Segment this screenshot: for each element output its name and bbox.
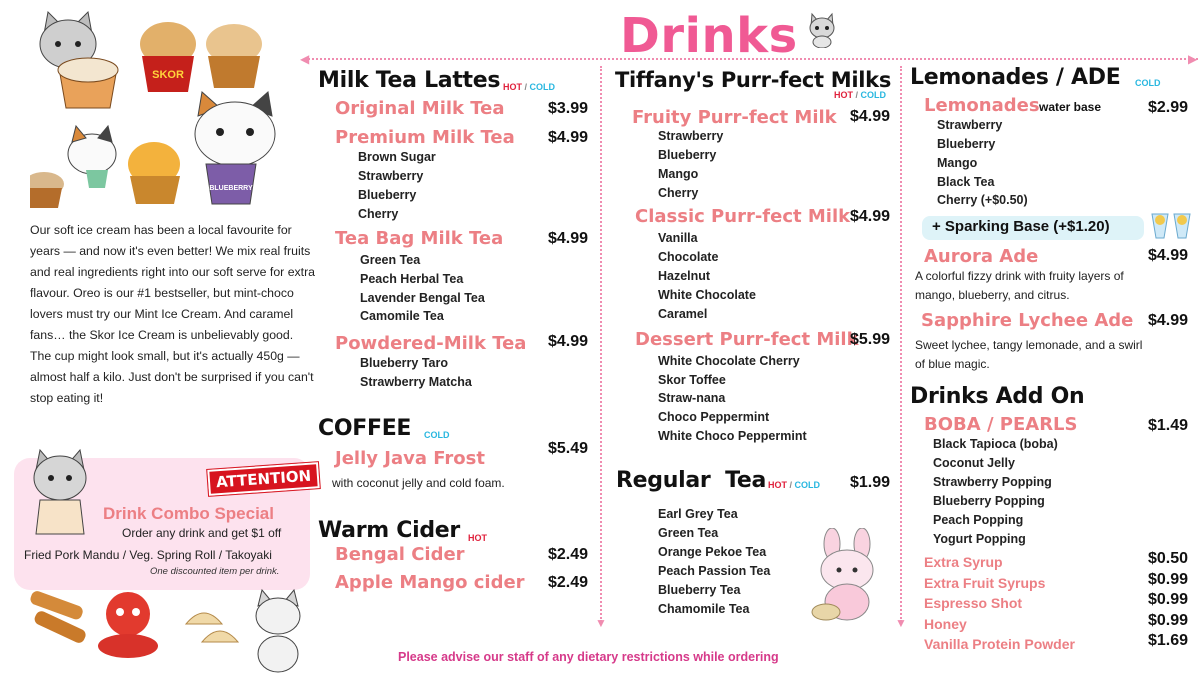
item-bengal-cider: Bengal Cider (335, 544, 465, 565)
combo-offer: Order any drink and get $1 off (122, 526, 282, 540)
section-title-warm-cider: Warm Cider (318, 518, 460, 543)
flavor: Black Tea (937, 175, 995, 189)
price-premium-milk-tea: $4.99 (547, 129, 588, 146)
flavor: White Choco Peppermint (658, 429, 807, 443)
flavor: Green Tea (360, 253, 421, 267)
item-tea-bag-milk-tea: Tea Bag Milk Tea (335, 228, 504, 249)
price-jelly-java-frost: $5.49 (547, 440, 588, 457)
price-powdered-milk-tea: $4.99 (547, 333, 588, 350)
flavor: Peach Popping (933, 513, 1024, 527)
addon-extra-syrup: Extra Syrup (924, 554, 1003, 570)
item-fruity-purrfect-milk: Fruity Purr-fect Milk (632, 107, 837, 128)
price-fruity-purrfect-milk: $4.99 (849, 108, 890, 125)
item-sapphire-lychee-ade: Sapphire Lychee Ade (921, 310, 1134, 331)
price-apple-mango-cider: $2.49 (547, 574, 588, 591)
cat-chef-icon (26, 444, 96, 540)
water-base-note: water base (1039, 100, 1102, 114)
flavor: Chamomile Tea (658, 602, 750, 616)
price-regular-tea: $1.99 (849, 474, 890, 491)
flavor: Lavender Bengal Tea (360, 291, 485, 305)
flavor: Strawberry Popping (933, 475, 1052, 489)
price-extra-fruit-syrups: $0.99 (1147, 571, 1188, 588)
temp-tag-hot: HOT (468, 533, 487, 543)
flavor: Cherry (358, 207, 399, 221)
flavor: Caramel (658, 307, 708, 321)
flavor: Blueberry Taro (360, 356, 448, 370)
price-honey: $0.99 (1147, 612, 1188, 629)
bunny-cat-icon (804, 528, 890, 624)
item-description: with coconut jelly and cold foam. (332, 476, 505, 490)
flavor: White Chocolate Cherry (658, 354, 800, 368)
price-espresso-shot: $0.99 (1147, 591, 1188, 608)
header-divider (308, 58, 1198, 60)
section-title-milk-tea: Milk Tea Lattes (318, 68, 501, 93)
arrow-left-icon: ◀ (300, 52, 310, 66)
addon-vanilla-protein-powder: Vanilla Protein Powder (924, 636, 1075, 652)
item-jelly-java-frost: Jelly Java Frost (335, 448, 485, 469)
intro-paragraph: Our soft ice cream has been a local favourite for years — and now it's even better! We mix real fruits and real ingredients right into our soft serve for extra flavour. Oreo is our #1 bestseller, but mint-choco lovers must try our Mint Ice Cream. And caramel fans… the Skor Ice Cream is unbelievably good. The cup might look small, but it's actually 450g — almost half a kilo. Just don't be surprised if you can't stop eating it! (30, 223, 316, 405)
sparkling-drinks-icon (1146, 208, 1196, 242)
temp-tag-cold: COLD (424, 430, 450, 440)
column-divider (600, 66, 602, 622)
flavor: Straw-nana (658, 391, 726, 405)
dietary-notice: Please advise our staff of any dietary restrictions while ordering (398, 650, 779, 664)
item-original-milk-tea: Original Milk Tea (335, 98, 505, 119)
temp-tag: HOT / COLD (768, 480, 821, 490)
flavor: Coconut Jelly (933, 456, 1015, 470)
item-description: mango, blueberry, and citrus. (915, 288, 1070, 302)
price-sapphire-lychee-ade: $4.99 (1147, 312, 1188, 329)
addon-extra-fruit-syrups: Extra Fruit Syrups (924, 575, 1046, 591)
price-lemonades: $2.99 (1147, 99, 1188, 116)
arrow-down-icon: ▼ (895, 616, 907, 630)
flavor: White Chocolate (658, 288, 756, 302)
flavor: Strawberry (937, 118, 1003, 132)
item-premium-milk-tea: Premium Milk Tea (335, 127, 515, 148)
combo-items: Fried Pork Mandu / Veg. Spring Roll / Takoyaki (24, 548, 272, 562)
column-divider (900, 66, 902, 622)
flavor: Strawberry (658, 129, 724, 143)
flavor: Cherry (+$0.50) (937, 193, 1028, 207)
flavor: Hazelnut (658, 269, 711, 283)
item-apple-mango-cider: Apple Mango cider (335, 572, 525, 593)
price-original-milk-tea: $3.99 (547, 100, 588, 117)
blueberry-label: BLUEBERRY (209, 185, 253, 192)
arrow-down-icon: ▼ (595, 616, 607, 630)
cat-icon (806, 10, 838, 48)
skor-label: SKOR (152, 69, 184, 81)
section-title-regular-tea: Regular Tea (616, 468, 767, 493)
flavor: Skor Toffee (658, 373, 726, 387)
combo-title: Drink Combo Special (103, 504, 274, 523)
section-title-lemonades: Lemonades / ADE (910, 65, 1121, 90)
item-description: Sweet lychee, tangy lemonade, and a swirl (915, 338, 1143, 352)
flavor: Blueberry (937, 137, 996, 151)
price-classic-purrfect-milk: $4.99 (849, 208, 890, 225)
item-boba-pearls: BOBA / PEARLS (924, 414, 1078, 435)
section-title-add-ons: Drinks Add On (910, 384, 1085, 409)
item-description: A colorful fizzy drink with fruity layers of (915, 269, 1124, 283)
flavor: Peach Passion Tea (658, 564, 771, 578)
flavor: Choco Peppermint (658, 410, 770, 424)
sparkling-base-option: + Sparking Base (+$1.20) (922, 216, 1144, 240)
temp-tag: HOT / COLD (503, 82, 556, 92)
addon-honey: Honey (924, 616, 967, 632)
flavor: Camomile Tea (360, 309, 444, 323)
item-classic-purrfect-milk: Classic Purr-fect Milk (635, 206, 851, 227)
item-aurora-ade: Aurora Ade (924, 246, 1039, 267)
flavor: Green Tea (658, 526, 719, 540)
price-tea-bag-milk-tea: $4.99 (547, 230, 588, 247)
snacks-illustration (26, 584, 316, 674)
flavor: Brown Sugar (358, 150, 436, 164)
item-dessert-purrfect-milk: Dessert Purr-fect Milk (635, 329, 859, 350)
flavor: Blueberry Tea (658, 583, 741, 597)
price-boba-pearls: $1.49 (1147, 417, 1188, 434)
temp-tag: HOT / COLD (834, 90, 887, 100)
attention-badge: ATTENTION (207, 462, 320, 496)
flavor: Strawberry Matcha (360, 375, 472, 389)
price-dessert-purrfect-milk: $5.99 (849, 331, 890, 348)
flavor: Mango (658, 167, 699, 181)
flavor: Blueberry (658, 148, 717, 162)
flavor: Blueberry Popping (933, 494, 1045, 508)
flavor: Orange Pekoe Tea (658, 545, 767, 559)
flavor: Strawberry (358, 169, 424, 183)
flavor: Vanilla (658, 231, 698, 245)
flavor: Blueberry (358, 188, 417, 202)
addon-espresso-shot: Espresso Shot (924, 595, 1023, 611)
combo-note: One discounted item per drink. (150, 566, 280, 577)
item-description: of blue magic. (915, 357, 990, 371)
section-title-coffee: COFFEE (318, 416, 412, 441)
flavor: Peach Herbal Tea (360, 272, 464, 286)
price-bengal-cider: $2.49 (547, 546, 588, 563)
flavor: Mango (937, 156, 978, 170)
price-vanilla-protein-powder: $1.69 (1147, 632, 1188, 649)
temp-tag-cold: COLD (1135, 78, 1161, 88)
item-lemonades: Lemonades (924, 95, 1040, 116)
flavor: Cherry (658, 186, 699, 200)
flavor: Black Tapioca (boba) (933, 437, 1058, 451)
page-title: Drinks (620, 8, 798, 64)
section-title-purrfect-milks: Tiffany's Purr-fect Milks (615, 68, 892, 92)
price-extra-syrup: $0.50 (1147, 550, 1188, 567)
flavor: Chocolate (658, 250, 719, 264)
ice-cream-illustration (30, 4, 310, 214)
flavor: Earl Grey Tea (658, 507, 738, 521)
price-aurora-ade: $4.99 (1147, 247, 1188, 264)
arrow-right-icon: ▶ (1188, 52, 1198, 66)
flavor: Yogurt Popping (933, 532, 1026, 546)
item-powdered-milk-tea: Powdered-Milk Tea (335, 333, 527, 354)
